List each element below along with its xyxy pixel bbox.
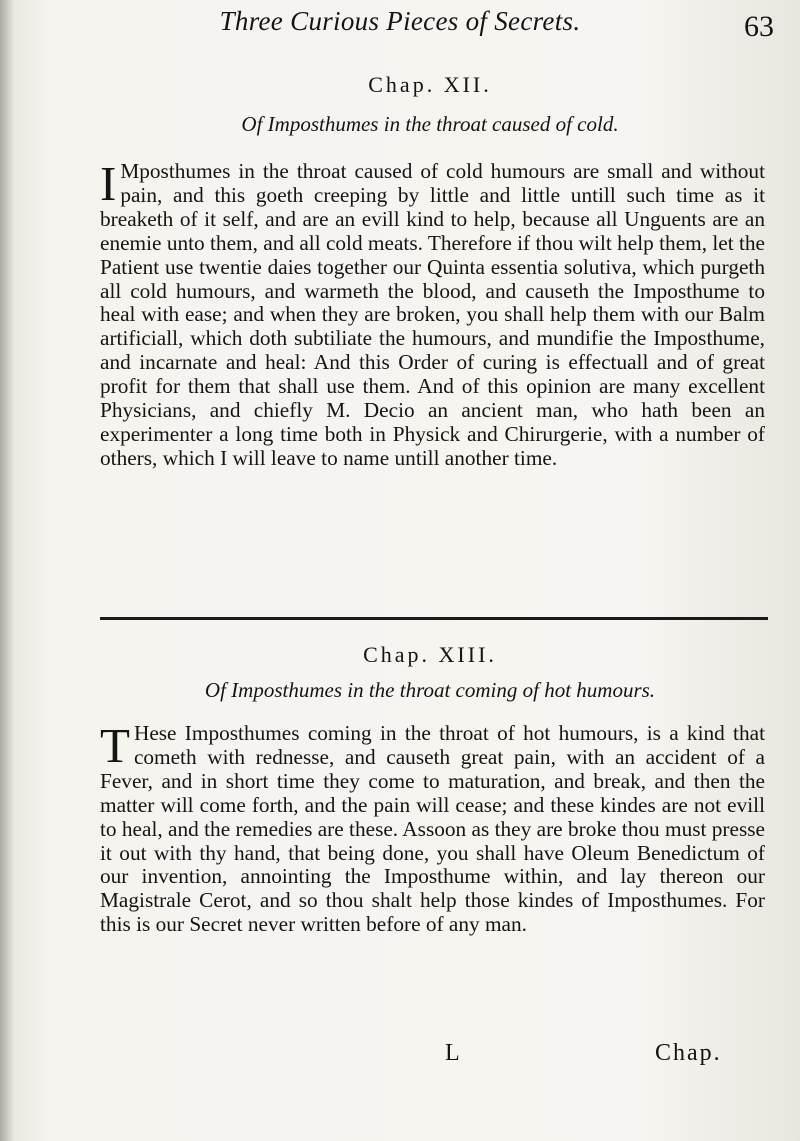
chapter-13-body bbox=[100, 718, 765, 937]
chapter-13-heading: Chap. XIII. bbox=[363, 642, 497, 667]
section-divider bbox=[100, 617, 768, 620]
chapter-12-text: Mposthumes in the throat caused of cold humours are small and without pain, and this goeth creeping by little and little untill such time as it breaketh of it self, and are an evill kind to help, because all Unguents are an enemie unto them, and all cold meats. Therefore if thou wilt help them, let the Patient use twentie daies together our Quinta essentia solutiva, which purgeth all cold humours, and warmeth the blood, and causeth the Imposthume to heal with ease; and when they are broken, you shall help them with our Balm artificiall, which doth subtiliate the humours, and mundifie the Imposthume, and incarnate and heal: And this Order of curing is effectuall and of great profit for them that shall use them. And of this opinion are many excellent Physicians, and chiefly M. Decio an ancient man, who hath been an experimenter a long time both in Physick and Chirurgerie, with a number of others, which I will leave to name untill another time. bbox=[100, 159, 765, 470]
gutter-shadow bbox=[0, 0, 14, 1141]
page-number: 63 bbox=[744, 10, 774, 43]
chapter-12-heading: Chap. XII. bbox=[368, 72, 492, 97]
chapter-12-title: Of Imposthumes in the throat caused of cold. bbox=[241, 112, 619, 136]
chapter-12-body bbox=[100, 156, 765, 471]
chapter-13-drop-cap: T bbox=[100, 718, 130, 773]
running-head: Three Curious Pieces of Secrets. bbox=[219, 6, 581, 36]
chapter-13-text: Hese Imposthumes coming in the throat of hot humours, is a kind that cometh with rednesse, and causeth great pain, with an accident of a Fever, and in short time they come to maturation, and break, and then the matter will come forth, and the pain will cease; and these kindes are not evill to heal, and the remedies are these. Assoon as they are broke thou must presse it out with thy hand, that being done, you shall have Oleum Benedictum of our invention, annointing the Imposthume within, and lay thereon our Magistrale Cerot, and so thou shalt help those kindes of Imposthumes. For this is our Secret never written before of any man. bbox=[100, 721, 765, 937]
catchword: Chap. bbox=[655, 1040, 722, 1066]
chapter-12-drop-cap: I bbox=[100, 156, 117, 211]
chapter-13-title: Of Imposthumes in the throat coming of hot humours. bbox=[204, 678, 656, 702]
signature-mark: L bbox=[445, 1040, 462, 1066]
